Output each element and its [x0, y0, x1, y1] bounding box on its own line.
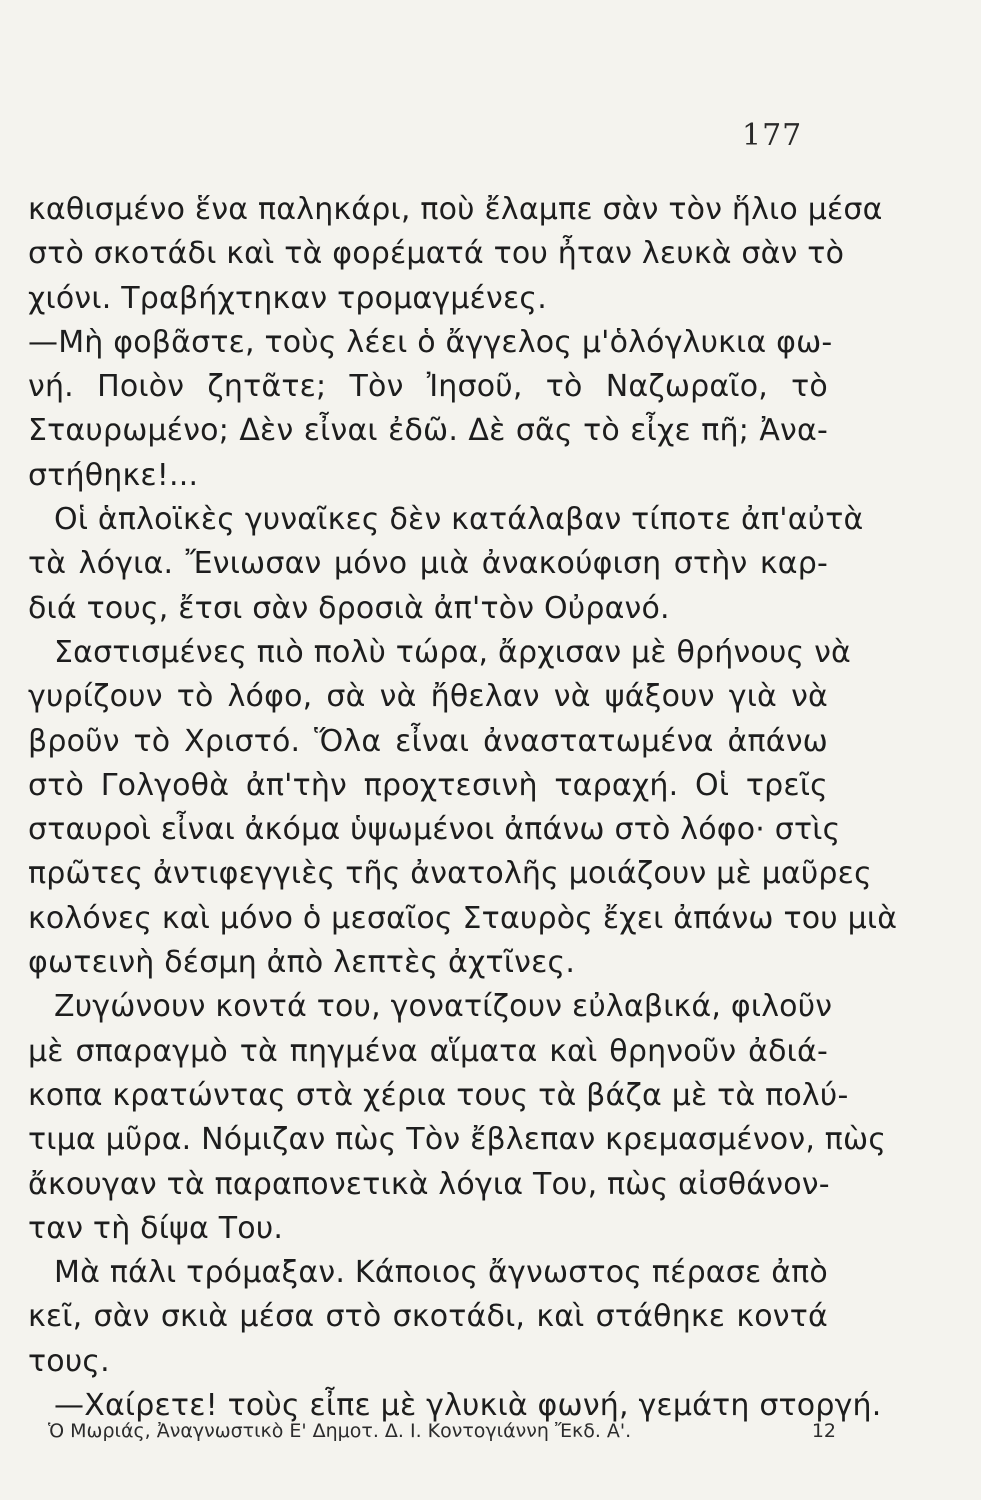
text-line: διά τους, ἔτσι σὰν δροσιὰ ἀπ'τὸν Οὐρανό.	[28, 590, 670, 626]
text-line: σταυροὶ εἶναι ἀκόμα ὑψωμένοι ἀπάνω στὸ λόφο· στὶς	[28, 812, 841, 848]
text-line: Σαστισμένες πιὸ πολὺ τώρα, ἄρχισαν μὲ θρήνους νὰ	[54, 634, 852, 670]
text-line: κεῖ, σὰν σκιὰ μέσα στὸ σκοτάδι, καὶ στάθηκε κοντά	[28, 1299, 828, 1335]
text-line: Μὰ πάλι τρόμαξαν. Κάποιος ἄγνωστος πέρασε ἀπὸ	[54, 1255, 828, 1291]
text-line: πρῶτες ἀντιφεγγιὲς τῆς ἀνατολῆς μοιάζουν μὲ μαῦρες	[28, 856, 872, 892]
text-line: νή. Ποιὸν ζητᾶτε; Τὸν Ἰησοῦ, τὸ Ναζωραῖο, τὸ	[28, 369, 828, 405]
text-line: κολόνες καὶ μόνο ὁ μεσαῖος Σταυρὸς ἔχει ἀπάνω του μιὰ	[28, 900, 898, 936]
page-number: 177	[742, 118, 803, 153]
page-footer	[48, 1420, 836, 1442]
text-line: καθισμένο ἕνα παληκάρι, ποὺ ἔλαμπε σὰν τὸν ἥλιο μέσα	[28, 192, 883, 227]
text-line: —Χαίρετε! τοὺς εἶπε μὲ γλυκιὰ φωνή, γεμάτη στοργή.	[54, 1388, 882, 1424]
text-line: τὰ λόγια. Ἔνιωσαν μόνο μιὰ ἀνακούφιση στὴν καρ-	[28, 546, 828, 582]
text-line: κοπα κρατώντας στὰ χέρια τους τὰ βάζα μὲ τὰ πολύ-	[28, 1077, 849, 1113]
text-line: Σταυρωμένο; Δὲν εἶναι ἐδῶ. Δὲ σᾶς τὸ εἶχε πῆ; Ἀνα-	[28, 413, 828, 449]
text-line: Ζυγώνουν κοντά του, γονατίζουν εὐλαβικά, φιλοῦν	[54, 989, 833, 1025]
text-line: τιμα μῦρα. Νόμιζαν πὼς Τὸν ἔβλεπαν κρεμασμένον, πὼς	[28, 1122, 887, 1158]
text-line: στὸ Γολγοθὰ ἀπ'τὴν προχτεσινὴ ταραχή. Οἱ τρεῖς	[28, 767, 828, 803]
text-line: στήθηκε!...	[28, 457, 199, 493]
text-line: στὸ σκοτάδι καὶ τὰ φορέματά του ἦταν λευκὰ σὰν τὸ	[28, 236, 845, 272]
footer-source: Ὁ Μωριάς, Ἀναγνωστικὸ Ε' Δημοτ. Δ. Ι. Κοντογιάννη Ἔκδ. Α'.	[48, 1420, 632, 1442]
text-line: ἄκουγαν τὰ παραπονετικὰ λόγια Του, πὼς αἰσθάνον-	[28, 1166, 830, 1202]
text-line: τους.	[28, 1343, 110, 1379]
text-line: γυρίζουν τὸ λόφο, σὰ νὰ ἤθελαν νὰ ψάξουν γιὰ νὰ	[28, 679, 828, 715]
text-line: —Μὴ φοβᾶστε, τοὺς λέει ὁ ἄγγελος μ'ὁλόγλυκια φω-	[28, 324, 833, 360]
text-line: ταν τὴ δίψα Του.	[28, 1210, 284, 1246]
text-line: βροῦν τὸ Χριστό. Ὅλα εἶναι ἀναστατωμένα ἀπάνω	[28, 723, 828, 759]
text-line: φωτεινὴ δέσμη ἀπὸ λεπτὲς ἀχτῖνες.	[28, 945, 576, 981]
footer-sheet-number: 12	[811, 1420, 836, 1442]
text-line: χιόνι. Τραβήχτηκαν τρομαγμένες.	[28, 280, 547, 316]
body-text	[28, 188, 898, 1428]
text-line: Οἱ ἁπλοϊκὲς γυναῖκες δὲν κατάλαβαν τίποτε ἀπ'αὐτὰ	[54, 502, 864, 538]
text-line: μὲ σπαραγμὸ τὰ πηγμένα αἵματα καὶ θρηνοῦν ἀδιά-	[28, 1033, 828, 1069]
